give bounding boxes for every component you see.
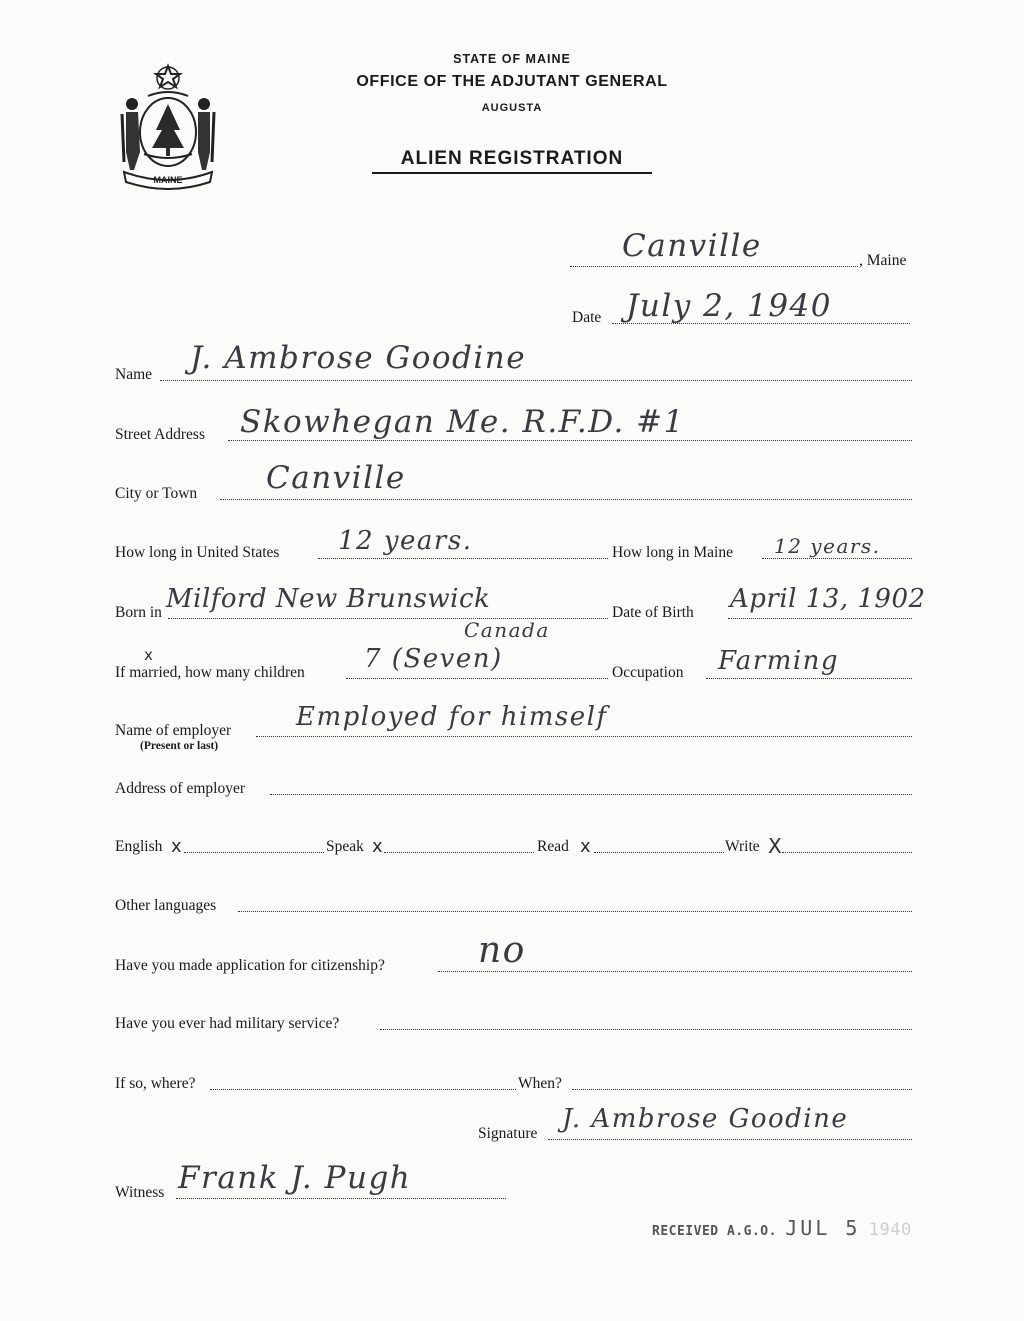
town-line — [570, 266, 858, 267]
citizenship-label: Have you made application for citizenship? — [115, 957, 385, 974]
employer-address-line — [270, 794, 912, 795]
received-stamp — [652, 1216, 912, 1240]
military-line — [380, 1029, 912, 1030]
speak-label: Speak — [326, 838, 364, 855]
read-label: Read — [537, 838, 569, 855]
name-line — [160, 380, 912, 381]
street-label: Street Address — [115, 426, 205, 443]
street-line — [228, 440, 912, 441]
english-label: English — [115, 838, 163, 855]
witness-value: Frank J. Pugh — [178, 1160, 412, 1196]
citizenship-line — [438, 971, 912, 972]
signature-value: J. Ambrose Goodine — [562, 1104, 849, 1134]
read-line — [594, 852, 724, 853]
children-line — [346, 678, 608, 679]
name-label: Name — [115, 366, 153, 383]
born-in-value: Milford New Brunswick — [166, 584, 491, 614]
maine-how-long-line — [762, 558, 912, 559]
read-mark: x — [580, 836, 591, 857]
write-line — [782, 852, 912, 853]
when-label: When? — [518, 1075, 562, 1092]
citizenship-value: no — [478, 930, 526, 971]
employer-sublabel: (Present or last) — [140, 740, 219, 752]
date-value: July 2, 1940 — [626, 288, 832, 324]
signature-line — [548, 1139, 912, 1140]
city-line — [220, 499, 912, 500]
children-label: If married, how many children — [115, 664, 305, 681]
us-how-long-label: How long in United States — [115, 544, 280, 561]
occupation-label: Occupation — [612, 664, 684, 681]
seal-text: MAINE — [153, 175, 183, 185]
born-in-note: Canada — [464, 618, 550, 642]
signature-label: Signature — [478, 1125, 538, 1142]
maine-how-long-label: How long in Maine — [612, 544, 733, 561]
maine-how-long-value: 12 years. — [774, 534, 881, 558]
witness-line — [176, 1198, 506, 1199]
where-line — [210, 1089, 516, 1090]
write-mark: X — [768, 834, 782, 858]
employer-line — [256, 736, 912, 737]
english-mark: x — [171, 836, 182, 857]
employer-label: Name of employer — [115, 722, 232, 739]
speak-line — [384, 852, 534, 853]
other-languages-line — [238, 911, 912, 912]
stamp-received: RECEIVED A.G.O. — [652, 1224, 777, 1239]
where-label: If so, where? — [115, 1075, 196, 1092]
english-line — [184, 852, 324, 853]
occupation-line — [706, 678, 912, 679]
when-line — [572, 1089, 912, 1090]
dob-value: April 13, 1902 — [730, 584, 926, 614]
occupation-value: Farming — [718, 646, 840, 676]
married-mark: x — [144, 646, 153, 664]
us-how-long-line — [318, 558, 608, 559]
employer-value: Employed for himself — [296, 702, 608, 732]
town-value: Canville — [622, 228, 762, 264]
city-value: Canville — [266, 460, 406, 496]
header-city: AUGUSTA — [481, 102, 543, 114]
write-label: Write — [725, 838, 760, 855]
employer-address-label: Address of employer — [115, 780, 245, 797]
other-languages-label: Other languages — [115, 897, 217, 914]
witness-label: Witness — [115, 1184, 165, 1201]
dob-line — [728, 618, 912, 619]
header-office: OFFICE OF THE ADJUTANT GENERAL — [356, 73, 668, 90]
city-label: City or Town — [115, 485, 198, 502]
name-value: J. Ambrose Goodine — [190, 340, 527, 376]
military-label: Have you ever had military service? — [115, 1015, 340, 1032]
us-how-long-value: 12 years. — [338, 526, 473, 556]
stamp-year: 1940 — [868, 1220, 912, 1240]
stamp-date: JUL 5 — [785, 1216, 861, 1240]
header-state: STATE OF MAINE — [453, 52, 571, 66]
dob-label: Date of Birth — [612, 604, 694, 621]
speak-mark: x — [372, 836, 383, 857]
children-value: 7 (Seven) — [364, 644, 503, 674]
born-in-label: Born in — [115, 604, 162, 621]
form-title: ALIEN REGISTRATION — [372, 148, 652, 174]
date-label: Date — [572, 309, 602, 326]
maine-label: , Maine — [859, 252, 907, 269]
street-value: Skowhegan Me. R.F.D. #1 — [240, 404, 685, 440]
state-seal-icon — [112, 62, 224, 190]
